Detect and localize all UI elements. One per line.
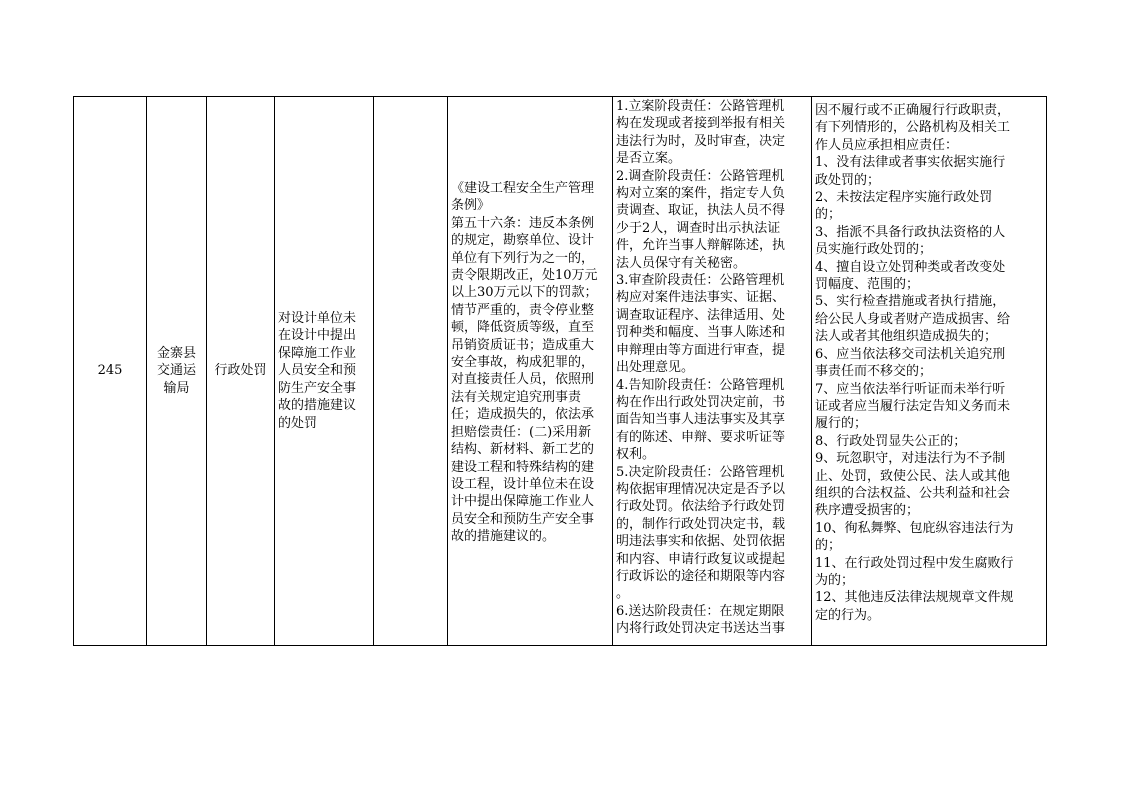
responsibility-cell xyxy=(613,97,812,646)
accountability-cell xyxy=(812,97,1047,646)
power-item-name: 对设计单位未 在设计中提出 保障施工作业 人员安全和预 防生产安全事 故的措施建议 的处罚 xyxy=(278,311,357,431)
power-category: 行政处罚 xyxy=(214,363,267,379)
department-name: 金寨县 交通运 输局 xyxy=(156,345,196,396)
legal-basis-cell xyxy=(448,97,613,646)
category-cell xyxy=(207,97,275,646)
legal-basis-text: 《建设工程安全生产管理 条例》 第五十六条：违反本条例 的规定，勘察单位、设计 单位有下列行为之一的， 责令限期改正，处10万元 以上30万元以下的罚款； 情节严重的，责令停业整 顿，降低资质等级，直至 吊销资质证书；造成重大 安全事故，构成犯罪的， 对直接责任人员，依照刑 法有关规定追究刑事责 任；造成损失的，依法承 担赔偿责任：(二)采用新 结构、新材料、新工艺的 建设工程和特殊结构的建 设工程，设计单位未在设 计中提出保障施工作业人 员安全和预防生产安全事 故的措施建议的。 xyxy=(451,181,598,545)
department-cell xyxy=(147,97,207,646)
accountability-text: 因不履行或不正确履行行政职责， 有下列情形的，公路机构及相关工 作人员应承担相应责任： 1、没有法律或者事实依据实施行 政处罚的； 2、未按法定程序实施行政处罚 的； 3、指派不具备行政执法资格的人 员实施行政处罚的； 4、擅自设立处罚种类或者改变处 罚幅度、范围的； 5、实行检查措施或者执行措施， 给公民人身或者财产造成损害、给 法人或者其他组织造成损失的； 6、应当依法移交司法机关追究刑 事责任而不移交的； 7、应当依法举行听证而未举行听 证或者应当履行法定告知义务而未 履行的； 8、行政处罚显失公正的； 9、玩忽职守，对违法行为不予制 止、处罚，致使公民、法人或其他 组织的合法权益、公共利益和社会 秩序遭受损害的； 10、徇私舞弊、包庇纵容违法行为 的； 11、在行政处罚过程中发生腐败行 为的； 12、其他违反法律法规规章文件规 定的行为。 xyxy=(815,103,1014,623)
power-list-table xyxy=(73,96,1047,646)
item-name-cell xyxy=(275,97,374,646)
responsibility-text: 1.立案阶段责任：公路管理机 构在发现或者接到举报有相关 违法行为时，及时审查，决定 是否立案。 2.调查阶段责任：公路管理机 构对立案的案件，指定专人负 责调查、取证，执法人员不得 少于2人，调查时出示执法证 件，允许当事人辩解陈述，执 法人员保守有关秘密。 3.审查阶段责任：公路管理机 构应对案件违法事实、证据、 调查取证程序、法律适用、处 罚种类和幅度、当事人陈述和 申辩理由等方面进行审查，提 出处理意见。 4.告知阶段责任：公路管理机 构在作出行政处罚决定前，书 面告知当事人违法事实及其享 有的陈述、申辩、要求听证等 权利。 5.决定阶段责任：公路管理机 构依据审理情况决定是否予以 行政处罚。依法给予行政处罚 的，制作行政处罚决定书，载 明违法事实和依据、处罚依据 和内容、申请行政复议或提起 行政诉讼的途径和期限等内容 。 6.送达阶段责任：在规定期限 内将行政处罚决定书送达当事 xyxy=(616,99,786,637)
table-row xyxy=(74,97,1047,646)
sub-item-cell xyxy=(374,97,448,646)
seq-cell xyxy=(74,97,147,646)
seq-number: 245 xyxy=(97,363,123,379)
